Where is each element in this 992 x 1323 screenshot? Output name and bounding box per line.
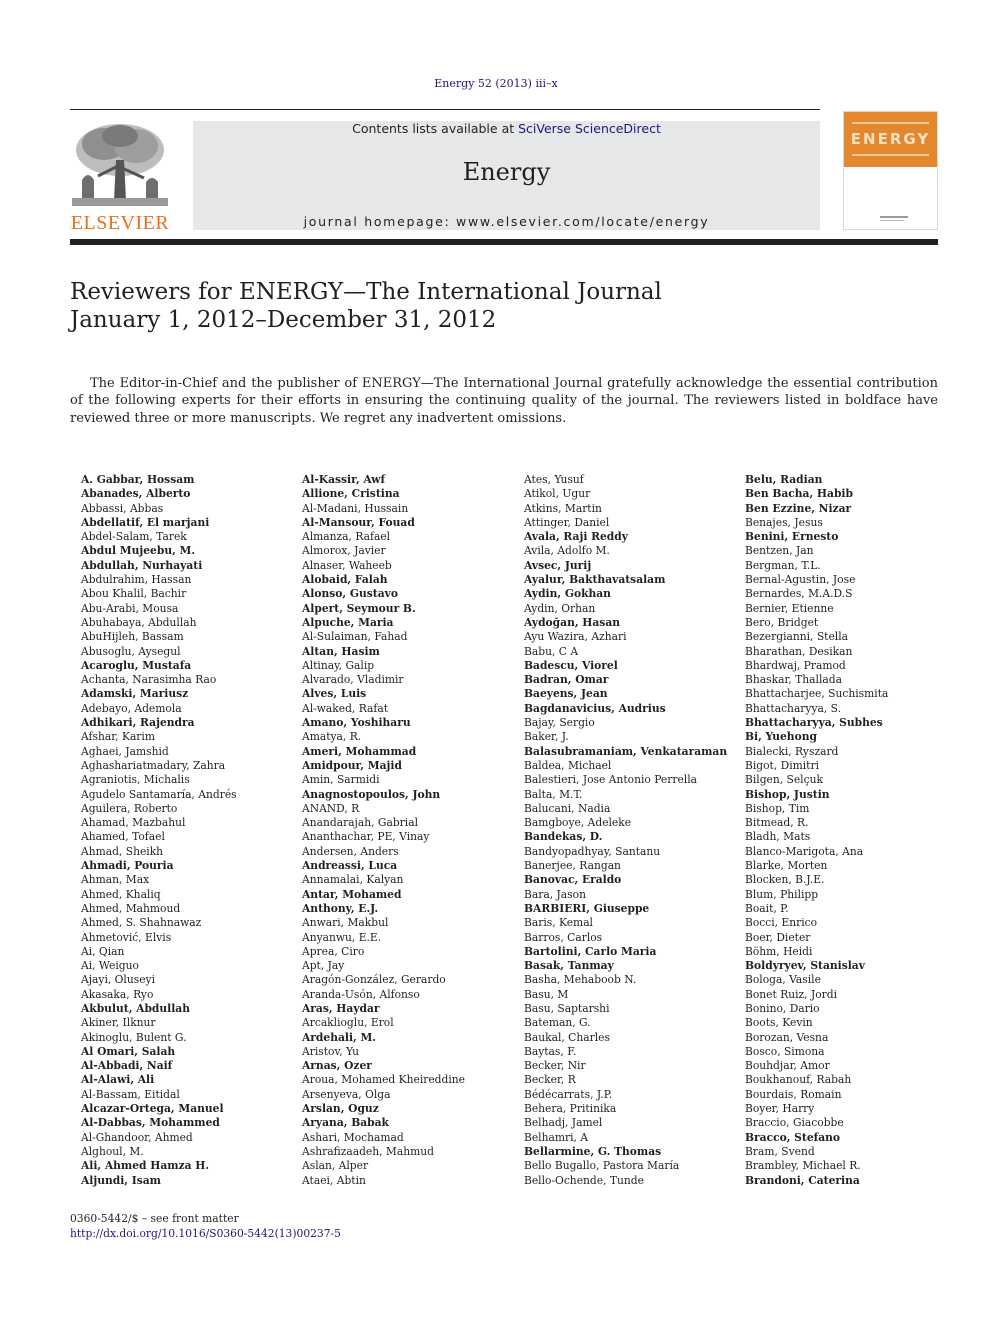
- reviewer-name: Bamgboye, Adeleke: [524, 816, 632, 830]
- reviewer-name: Balta, M.T.: [524, 787, 583, 801]
- reviewer-name: Aslan, Alper: [302, 1159, 369, 1173]
- reviewer-name: Boldyryev, Stanislav: [745, 959, 865, 973]
- reviewer-name: Ahamad, Mazbahul: [81, 816, 186, 830]
- reviewer-name: Bhattacharyya, Subhes: [745, 716, 883, 730]
- reviewer-name: Blanco-Marigota, Ana: [745, 844, 864, 858]
- reviewer-name: Bandekas, D.: [524, 830, 603, 844]
- reviewer-name: Benini, Ernesto: [745, 530, 839, 544]
- reviewer-name: Bartolini, Carlo Maria: [524, 944, 657, 958]
- reviewer-name: Adhikari, Rajendra: [81, 716, 195, 730]
- reviewer-name: Bezergianni, Stella: [745, 630, 849, 644]
- reviewer-name: Behera, Pritinika: [524, 1102, 617, 1116]
- reviewer-name: Alpuche, Maria: [302, 615, 394, 629]
- reviewer-name: Badran, Omar: [524, 673, 609, 687]
- reviewer-name: Al-Sulaiman, Fahad: [302, 630, 408, 644]
- reviewer-name: Al-Mansour, Fouad: [302, 515, 415, 529]
- reviewer-name: Boer, Dieter: [745, 930, 811, 944]
- reviewer-name: Brandoni, Caterina: [745, 1173, 860, 1187]
- reviewer-name: Akbulut, Abdullah: [81, 1001, 190, 1015]
- reviewer-name: Arcaklioglu, Erol: [302, 1016, 394, 1030]
- reviewer-column-4: [745, 473, 955, 1188]
- reviewer-name: Bello Bugallo, Pastora María: [524, 1159, 680, 1173]
- reviewer-name: Bigot, Dimitri: [745, 758, 819, 772]
- reviewer-name: Bellarmine, G. Thomas: [524, 1144, 662, 1158]
- journal-name: Energy: [462, 158, 551, 186]
- reviewer-name: Ayalur, Bakthavatsalam: [524, 573, 666, 587]
- reviewer-name: Balestieri, Jose Antonio Perrella: [524, 773, 697, 787]
- reviewer-name: Alpert, Seymour B.: [302, 601, 416, 615]
- reviewer-name: Ahmadi, Pouria: [81, 859, 174, 873]
- reviewer-name: Aranda-Usón, Alfonso: [302, 987, 420, 1001]
- reviewer-name: Benajes, Jesus: [745, 515, 823, 529]
- elsevier-logo[interactable]: [68, 120, 172, 232]
- reviewer-name: Bonino, Dario: [745, 1001, 820, 1015]
- reviewer-name: Ameri, Mohammad: [302, 744, 417, 758]
- reviewer-column-2: [302, 473, 512, 1188]
- reviewer-name: Amidpour, Majid: [302, 758, 402, 772]
- header-thick-rule: [70, 239, 938, 245]
- reviewer-name: Bocci, Enrico: [745, 916, 818, 930]
- reviewer-name: Baris, Kemal: [524, 916, 593, 930]
- intro-paragraph: The Editor-in-Chief and the publisher of ENERGY—The International Journal gratefully acknowledge the essential contribution of the following experts for their efforts in ensuring the continuing quality of the journal. The reviewers listed in boldface have reviewed three or more manuscripts. We regret any inadvertent omissions.: [70, 376, 938, 426]
- reviewer-name: Baytas, F.: [524, 1044, 577, 1058]
- reviewer-name: Almanza, Rafael: [302, 530, 391, 544]
- reviewer-name: Amatya, R.: [302, 730, 362, 744]
- article-title-line2: January 1, 2012–December 31, 2012: [70, 307, 497, 333]
- reviewer-name: Apt, Jay: [302, 959, 345, 973]
- reviewer-name: Avsec, Jurij: [524, 558, 592, 572]
- reviewer-name: Banovac, Eraldo: [524, 873, 622, 887]
- reviewer-name: Abdellatif, El marjani: [81, 515, 210, 529]
- reviewer-name: Akiner, Ilknur: [81, 1016, 156, 1030]
- contents-line: [193, 121, 820, 136]
- reviewer-name: Aras, Haydar: [302, 1001, 380, 1015]
- reviewer-name: Aragón-González, Gerardo: [302, 973, 446, 987]
- reviewer-name: Bhaskar, Thallada: [745, 673, 842, 687]
- reviewer-name: Bourdais, Romain: [745, 1087, 842, 1101]
- reviewer-name: Aghashariatmadary, Zahra: [81, 758, 226, 772]
- reviewer-name: Achanta, Narasimha Rao: [81, 673, 217, 687]
- tree-emblem-icon: [68, 120, 172, 210]
- reviewer-name: Ayu Wazira, Azhari: [524, 630, 627, 644]
- reviewer-name: Balucani, Nadia: [524, 801, 611, 815]
- reviewer-name: Bishop, Justin: [745, 787, 830, 801]
- reviewer-name: ANAND, R: [302, 801, 360, 815]
- reviewer-name: Al-Ghandoor, Ahmed: [81, 1130, 193, 1144]
- reviewer-name: Atikol, Ugur: [524, 487, 591, 501]
- journal-banner: [193, 121, 820, 230]
- reviewer-name: Bishop, Tim: [745, 801, 810, 815]
- reviewer-name: Aydin, Orhan: [524, 601, 596, 615]
- reviewer-name: Aydin, Gokhan: [524, 587, 611, 601]
- reviewer-name: Abanades, Alberto: [81, 487, 191, 501]
- reviewer-name: Altinay, Galip: [302, 658, 375, 672]
- reviewer-name: Bello-Ochende, Tunde: [524, 1173, 644, 1187]
- issn-line: 0360-5442/$ – see front matter: [70, 1212, 239, 1225]
- reviewer-name: Avila, Adolfo M.: [524, 544, 610, 558]
- journal-homepage[interactable]: journal homepage: www.elsevier.com/locate/energy: [303, 214, 710, 229]
- reviewer-name: Bilgen, Selçuk: [745, 773, 823, 787]
- reviewer-name: Bonet Ruiz, Jordi: [745, 987, 838, 1001]
- reviewer-name: Ananthachar, PE, Vinay: [302, 830, 430, 844]
- reviewer-name: Alobaid, Falah: [302, 573, 388, 587]
- reviewer-name: Abu-Arabi, Mousa: [81, 601, 179, 615]
- reviewer-name: Bernal-Agustin, Jose: [745, 573, 856, 587]
- reviewer-name: Adamski, Mariusz: [81, 687, 189, 701]
- reviewer-name: Anandarajah, Gabrial: [302, 816, 418, 830]
- reviewer-name: Ben Ezzine, Nizar: [745, 501, 852, 515]
- reviewer-name: Ai, Weiguo: [81, 959, 139, 973]
- reviewer-name: Blarke, Morten: [745, 859, 828, 873]
- cover-footer-mark: [880, 216, 908, 218]
- reviewer-name: Barros, Carlos: [524, 930, 603, 944]
- reviewer-name: Alonso, Gustavo: [302, 587, 398, 601]
- reviewer-name: Al-Abbadi, Naif: [81, 1059, 173, 1073]
- reviewer-name: Ashari, Mochamad: [302, 1130, 404, 1144]
- reviewer-name: Abuhabaya, Abdullah: [81, 615, 197, 629]
- reviewer-name: Akasaka, Ryo: [81, 987, 154, 1001]
- reviewer-name: Al-Dabbas, Mohammed: [81, 1116, 220, 1130]
- reviewer-name: Abdul Mujeebu, M.: [81, 544, 196, 558]
- reviewer-name: Bhardwaj, Pramod: [745, 658, 846, 672]
- contents-prefix: Contents lists available at: [352, 121, 519, 136]
- reviewer-name: Bialecki, Ryszard: [745, 744, 839, 758]
- reviewer-name: Ates, Yusuf: [524, 473, 584, 486]
- reviewer-name: Attinger, Daniel: [524, 515, 610, 529]
- reviewer-name: Braccio, Giacobbe: [745, 1116, 844, 1130]
- reviewer-name: Arslan, Oguz: [302, 1102, 379, 1116]
- reviewer-name: Alghoul, M.: [81, 1144, 144, 1158]
- cover-rule: [852, 122, 929, 124]
- reviewer-name: Alnaser, Waheeb: [302, 558, 392, 572]
- reviewer-name: Ahamed, Tofael: [81, 830, 165, 844]
- reviewer-name: Andreassi, Luca: [302, 859, 398, 873]
- reviewer-name: Aristov, Yu: [302, 1044, 360, 1058]
- reviewer-name: Anthony, E.J.: [302, 901, 379, 915]
- reviewer-name: Agudelo Santamaría, Andrés: [81, 787, 237, 801]
- elsevier-wordmark: ELSEVIER: [70, 212, 170, 234]
- reviewer-name: Amin, Sarmidi: [302, 773, 380, 787]
- page-footer: [70, 1211, 341, 1241]
- reviewer-name: Al-Alawi, Ali: [81, 1073, 155, 1087]
- reviewer-name: Belhamri, A: [524, 1130, 589, 1144]
- reviewer-name: Belu, Radian: [745, 473, 823, 486]
- reviewer-name: Annamalai, Kalyan: [302, 873, 404, 887]
- reviewer-name: Aguilera, Roberto: [81, 801, 178, 815]
- reviewer-name: Ataei, Abtin: [302, 1173, 366, 1187]
- reviewer-name: Arnas, Ozer: [302, 1059, 372, 1073]
- reviewer-name: Abusoglu, Aysegul: [81, 644, 181, 658]
- reviewer-name: Ahmed, Khaliq: [81, 887, 161, 901]
- reviewer-name: Banerjee, Rangan: [524, 859, 621, 873]
- reviewer-name: Atkins, Martin: [524, 501, 602, 515]
- reviewer-name: Ai, Qian: [81, 944, 125, 958]
- reviewer-name: Alcazar-Ortega, Manuel: [81, 1102, 224, 1116]
- reviewer-name: Abdel-Salam, Tarek: [81, 530, 187, 544]
- reviewer-name: Basu, M: [524, 987, 569, 1001]
- reviewer-name: Becker, Nir: [524, 1059, 586, 1073]
- reviewer-name: Bologa, Vasile: [745, 973, 821, 987]
- reviewer-name: Bhattacharyya, S.: [745, 701, 841, 715]
- reviewer-name: Bernardes, M.A.D.S: [745, 587, 853, 601]
- reviewer-name: Bharathan, Desikan: [745, 644, 853, 658]
- reviewer-name: Ashrafizaadeh, Mahmud: [302, 1144, 434, 1158]
- reviewer-name: Anyanwu, E.E.: [302, 930, 382, 944]
- reviewer-name: Baukal, Charles: [524, 1030, 610, 1044]
- reviewer-name: Brambley, Michael R.: [745, 1159, 861, 1173]
- reviewer-name: Afshar, Karim: [81, 730, 155, 744]
- reviewer-name: Andersen, Anders: [302, 844, 399, 858]
- cover-title: ENERGY: [850, 130, 931, 148]
- reviewer-name: BARBIERI, Giuseppe: [524, 901, 650, 915]
- reviewer-name: Akinoglu, Bulent G.: [81, 1030, 187, 1044]
- reviewer-name: Bagdanavicius, Audrius: [524, 701, 666, 715]
- reviewer-name: Basu, Saptarshi: [524, 1001, 610, 1015]
- reviewer-name: Alves, Luis: [302, 687, 367, 701]
- reviewer-name: Almorox, Javier: [302, 544, 386, 558]
- reviewer-name: Basak, Tanmay: [524, 959, 614, 973]
- reviewer-name: Bara, Jason: [524, 887, 586, 901]
- reviewer-name: Acaroglu, Mustafa: [81, 658, 192, 672]
- reviewer-name: Baeyens, Jean: [524, 687, 608, 701]
- reviewer-name: Blocken, B.J.E.: [745, 873, 825, 887]
- reviewer-name: Becker, R: [524, 1073, 576, 1087]
- reviewer-name: Altan, Hasim: [302, 644, 380, 658]
- doi-link[interactable]: http://dx.doi.org/10.1016/S0360-5442(13)00237-5: [70, 1227, 341, 1240]
- reviewer-name: Aryana, Babak: [302, 1116, 389, 1130]
- reviewer-name: Ben Bacha, Habib: [745, 487, 853, 501]
- reviewer-name: Ajayi, Oluseyi: [81, 973, 155, 987]
- reviewer-name: Bédécarrats, J.P.: [524, 1087, 613, 1101]
- reviewer-name: Aghaei, Jamshid: [81, 744, 169, 758]
- reviewer-name: Boait, P.: [745, 901, 789, 915]
- reviewer-name: Ahmetović, Elvis: [81, 930, 172, 944]
- cover-rule: [852, 154, 929, 156]
- reviewer-name: Al-Madani, Hussain: [302, 501, 409, 515]
- sciencedirect-link[interactable]: SciVerse ScienceDirect: [518, 121, 661, 136]
- reviewer-columns: [0, 473, 992, 1193]
- reviewer-name: Bouhdjar, Amor: [745, 1059, 830, 1073]
- reviewer-name: Bateman, G.: [524, 1016, 591, 1030]
- reviewer-name: Ahman, Max: [81, 873, 150, 887]
- reviewer-name: Bitmead, R.: [745, 816, 809, 830]
- reviewer-name: Ali, Ahmed Hamza H.: [81, 1159, 210, 1173]
- reviewer-name: Bandyopadhyay, Santanu: [524, 844, 661, 858]
- reviewer-name: Bhattacharjee, Suchismita: [745, 687, 889, 701]
- reviewer-name: Boyer, Harry: [745, 1102, 815, 1116]
- reviewer-name: Boukhanouf, Rabah: [745, 1073, 852, 1087]
- reviewer-name: Alvarado, Vladimir: [302, 673, 404, 687]
- reviewer-name: Al-Bassam, Eitidal: [81, 1087, 180, 1101]
- reviewer-name: Aprea, Ciro: [302, 944, 365, 958]
- reviewer-name: Ahmad, Sheikh: [81, 844, 164, 858]
- reviewer-name: Bentzen, Jan: [745, 544, 814, 558]
- reviewer-name: Bajay, Sergio: [524, 716, 595, 730]
- reviewer-name: A. Gabbar, Hossam: [81, 473, 195, 486]
- reviewer-name: Bladh, Mats: [745, 830, 811, 844]
- reviewer-name: Agraniotis, Michalis: [81, 773, 190, 787]
- reviewer-name: Ardehali, M.: [302, 1030, 377, 1044]
- reviewer-name: Böhm, Heidi: [745, 944, 813, 958]
- reviewer-name: Al Omari, Salah: [81, 1044, 176, 1058]
- journal-citation: Energy 52 (2013) iii–x: [434, 77, 558, 90]
- reviewer-name: Basha, Mehaboob N.: [524, 973, 637, 987]
- reviewer-name: Babu, C A: [524, 644, 579, 658]
- reviewer-name: Anagnostopoulos, John: [302, 787, 441, 801]
- reviewer-name: Baldea, Michael: [524, 758, 612, 772]
- reviewer-name: Aljundi, Isam: [81, 1173, 161, 1187]
- reviewer-name: Balasubramaniam, Venkataraman: [524, 744, 728, 758]
- reviewer-name: Abdullah, Nurhayati: [81, 558, 203, 572]
- reviewer-name: Bi, Yuehong: [745, 730, 817, 744]
- reviewer-name: Baker, J.: [524, 730, 569, 744]
- article-title-line1: Reviewers for ENERGY—The International Journal: [70, 279, 662, 305]
- reviewer-name: Blum, Philipp: [745, 887, 819, 901]
- reviewer-column-1: [81, 473, 291, 1188]
- reviewer-name: Abbassi, Abbas: [81, 501, 164, 515]
- reviewer-name: Bernier, Etienne: [745, 601, 834, 615]
- header-rule: [70, 109, 820, 110]
- reviewer-name: Bergman, T.L.: [745, 558, 821, 572]
- reviewer-name: Borozan, Vesna: [745, 1030, 829, 1044]
- reviewer-name: Adebayo, Ademola: [81, 701, 182, 715]
- article-title: [70, 278, 662, 334]
- reviewer-name: Bracco, Stefano: [745, 1130, 841, 1144]
- reviewer-name: Bosco, Simona: [745, 1044, 825, 1058]
- reviewer-name: Anwari, Makbul: [302, 916, 389, 930]
- reviewer-name: Antar, Mohamed: [302, 887, 402, 901]
- cover-footer-mark: [880, 220, 904, 221]
- reviewer-name: Bram, Svend: [745, 1144, 815, 1158]
- reviewer-name: Badescu, Viorel: [524, 658, 618, 672]
- reviewer-name: Amano, Yoshiharu: [302, 716, 411, 730]
- reviewer-name: Arsenyeva, Olga: [302, 1087, 391, 1101]
- reviewer-name: Aydoğan, Hasan: [524, 615, 621, 629]
- reviewer-name: Aroua, Mohamed Kheireddine: [302, 1073, 465, 1087]
- reviewer-name: AbuHijleh, Bassam: [81, 630, 184, 644]
- reviewer-name: Allione, Cristina: [302, 487, 400, 501]
- reviewer-name: Abdulrahim, Hassan: [81, 573, 192, 587]
- reviewer-name: Abou Khalil, Bachir: [81, 587, 187, 601]
- reviewer-name: Ahmed, S. Shahnawaz: [81, 916, 202, 930]
- reviewer-name: Al-waked, Rafat: [302, 701, 388, 715]
- reviewer-name: Al-Kassir, Awf: [302, 473, 386, 486]
- reviewer-column-3: [524, 473, 734, 1188]
- reviewer-name: Avala, Raji Reddy: [524, 530, 628, 544]
- reviewer-name: Boots, Kevin: [745, 1016, 813, 1030]
- reviewer-name: Belhadj, Jamel: [524, 1116, 603, 1130]
- reviewer-name: Bero, Bridget: [745, 615, 819, 629]
- journal-cover-thumbnail[interactable]: [843, 111, 938, 230]
- reviewer-name: Ahmed, Mahmoud: [81, 901, 181, 915]
